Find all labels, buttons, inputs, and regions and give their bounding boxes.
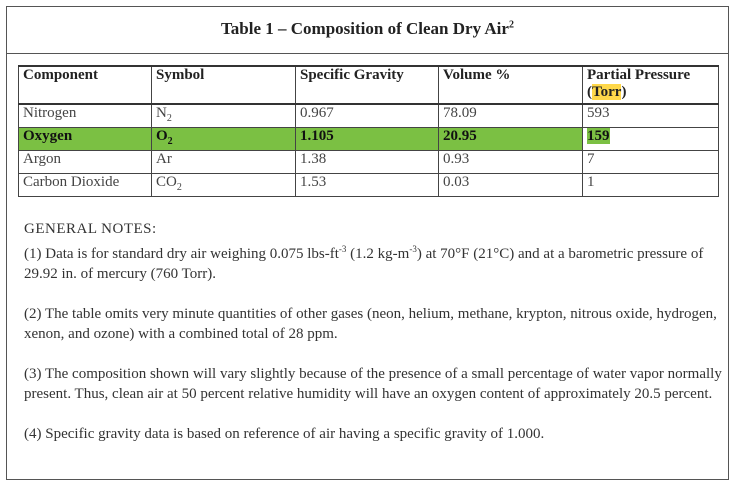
- cell-gravity: 0.967: [296, 104, 439, 128]
- header-partial-pressure-label: Partial Pressure (: [587, 67, 691, 100]
- cell-component: Carbon Dioxide: [19, 174, 152, 197]
- table-row: [19, 104, 719, 128]
- note-3: (3) The composition shown will vary slightly because of the presence of a small percentage of water vapor normally present. Thus, clean air at 50 percent relative humidity will have an oxygen content of approximately 20.5 percent.: [24, 366, 722, 402]
- note-1: [24, 239, 724, 284]
- header-paren-close: ): [621, 84, 627, 100]
- cell-volume: 78.09: [439, 104, 583, 128]
- title-footnote: 2: [508, 19, 514, 31]
- table-row: [19, 151, 719, 174]
- symbol-base: CO: [156, 174, 177, 190]
- symbol-sub: 2: [176, 182, 182, 193]
- symbol-base: O: [156, 128, 168, 144]
- note-1-exponent-1: -3: [338, 244, 347, 254]
- note-1-part-b: (1.2 kg-m: [346, 246, 410, 262]
- table-row: [19, 174, 719, 197]
- header-specific-gravity: Specific Gravity: [296, 66, 439, 104]
- cell-component: Argon: [19, 151, 152, 174]
- table-frame: [6, 6, 729, 480]
- note-2: (2) The table omits very minute quantities of other gases (neon, helium, methane, krypton, nitrous oxide, hydrogen, xenon, and ozone) with a combined total of 28 ppm.: [24, 306, 717, 342]
- note-1-exponent-2: -3: [409, 244, 417, 254]
- cell-component: Nitrogen: [19, 104, 152, 128]
- title-text: Table 1 – Composition of Clean Dry Air: [221, 19, 509, 38]
- cell-pressure: [583, 128, 719, 151]
- pressure-value: 159: [587, 128, 610, 144]
- cell-symbol: [152, 104, 296, 128]
- cell-component: Oxygen: [19, 128, 152, 151]
- header-volume: Volume %: [439, 66, 583, 104]
- title-divider: [7, 53, 728, 54]
- symbol-base: Ar: [156, 151, 172, 167]
- cell-volume: 0.03: [439, 174, 583, 197]
- composition-table: [18, 65, 719, 197]
- note-1-part-c: ) at 70°F (21°C) and at a barometric pressure of 29.92 in. of mercury (760 Torr).: [24, 246, 704, 282]
- table-title: [7, 19, 728, 39]
- cell-pressure: 7: [583, 151, 719, 174]
- header-partial-pressure: [583, 66, 719, 104]
- cell-volume: 0.93: [439, 151, 583, 174]
- symbol-sub: 2: [166, 113, 172, 124]
- notes-heading: GENERAL NOTES:: [24, 221, 157, 237]
- header-torr-unit: Torr: [592, 84, 622, 100]
- table-row-highlighted: [19, 128, 719, 151]
- cell-volume: 20.95: [439, 128, 583, 151]
- cell-symbol: [152, 174, 296, 197]
- cell-symbol: [152, 128, 296, 151]
- note-4: (4) Specific gravity data is based on reference of air having a specific gravity of 1.000.: [24, 426, 545, 442]
- header-component: Component: [19, 66, 152, 104]
- cell-gravity: 1.53: [296, 174, 439, 197]
- cell-pressure: 593: [583, 104, 719, 128]
- general-notes: [24, 219, 724, 464]
- cell-gravity: 1.105: [296, 128, 439, 151]
- header-row: [19, 66, 719, 104]
- symbol-base: N: [156, 105, 167, 121]
- note-1-part-a: (1) Data is for standard dry air weighing 0.075 lbs-ft: [24, 246, 339, 262]
- cell-gravity: 1.38: [296, 151, 439, 174]
- header-symbol: Symbol: [152, 66, 296, 104]
- cell-pressure: 1: [583, 174, 719, 197]
- symbol-sub: 2: [167, 136, 173, 147]
- cell-symbol: [152, 151, 296, 174]
